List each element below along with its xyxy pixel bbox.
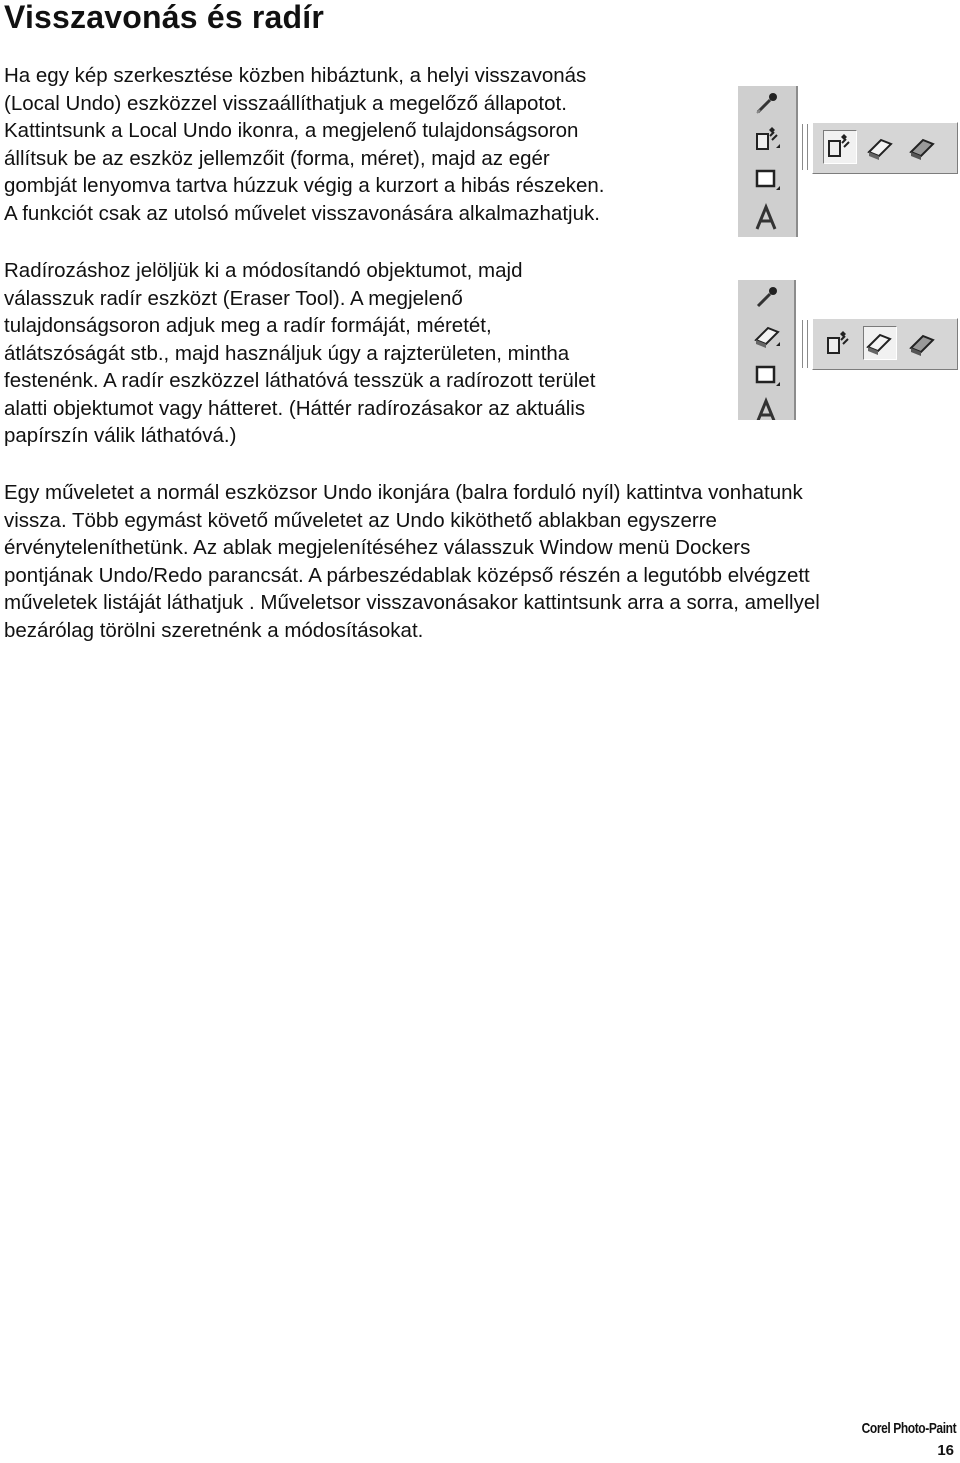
local-undo-flyout <box>812 122 958 174</box>
undo-toolbar-figure <box>738 86 958 237</box>
page-number: 16 <box>937 1442 954 1459</box>
local-undo-icon[interactable] <box>823 130 857 164</box>
paragraph-local-undo: Ha egy kép szerkesztése közben hibáztunk, a helyi visszavonás (Local Undo) eszközzel visszaállíthatjuk a megelőző állapotot. Kattintsunk a Local Undo ikonra, a megjelenő tulajdonságsoron állítsuk be az eszköz jellemzőit (forma, méret), majd az egér gombját lenyomva tartva húzzuk végig a kurzort a hibás részeken. A funkciót csak az utolsó művelet visszavonására alkalmazhatjuk. <box>4 64 605 225</box>
rectangle-icon[interactable] <box>752 360 782 390</box>
color-replacer-icon[interactable] <box>907 328 937 358</box>
flyout-grip[interactable] <box>805 124 808 170</box>
eraser-icon[interactable] <box>865 132 895 162</box>
flyout-grip[interactable] <box>800 124 803 170</box>
text-icon[interactable] <box>752 202 782 232</box>
eraser-icon[interactable] <box>752 320 782 350</box>
eraser-toolbar-figure <box>738 280 958 420</box>
page-title: Visszavonás és radír <box>4 0 325 35</box>
local-undo-icon[interactable] <box>823 328 853 358</box>
flyout-grip[interactable] <box>805 320 808 368</box>
eraser-icon[interactable] <box>863 326 897 360</box>
text-icon[interactable] <box>752 396 782 420</box>
flyout-grip[interactable] <box>800 320 803 368</box>
footer-brand: Corel Photo-Paint <box>861 1420 956 1437</box>
paragraph-undo-docker: Egy műveletet a normál eszközsor Undo ikonjára (balra forduló nyíl) kattintva vonhatunk vissza. Több egymást követő műveletet az Undo kiköthető ablakban egyszerre érvényteleníthetünk. Az ablak megjelenítéséhez válasszuk Window menü Dockers pontjának Undo/Redo parancsát. A párbeszédablak középső részén a legutóbb elvégzett műveletek listáját láthatjuk . Műveletsor visszavonásakor kattintsunk arra a sorra, amellyel bezárólag törölni szeretnénk a módosításokat. <box>4 481 820 642</box>
eyedropper-icon[interactable] <box>752 88 782 118</box>
toolbox-column <box>738 86 798 237</box>
local-undo-icon[interactable] <box>752 124 782 154</box>
toolbox-column <box>738 280 796 420</box>
eraser-flyout <box>812 318 958 370</box>
paragraph-eraser: Radírozáshoz jelöljük ki a módosítandó objektumot, majd válasszuk radír eszközt (Eraser Tool). A megjelenő tulajdonságsoron adjuk meg a radír formáját, méretét, átlátszóságát stb., majd használjuk úgy a rajzterületen, mintha festenénk. A radír eszközzel láthatóvá tesszük a radírozott terület alatti objektumot vagy hátteret. (Háttér radírozásakor az aktuális papírszín válik láthatóvá.) <box>4 259 596 447</box>
eyedropper-icon[interactable] <box>752 282 782 312</box>
rectangle-icon[interactable] <box>752 164 782 194</box>
color-replacer-icon[interactable] <box>907 132 937 162</box>
